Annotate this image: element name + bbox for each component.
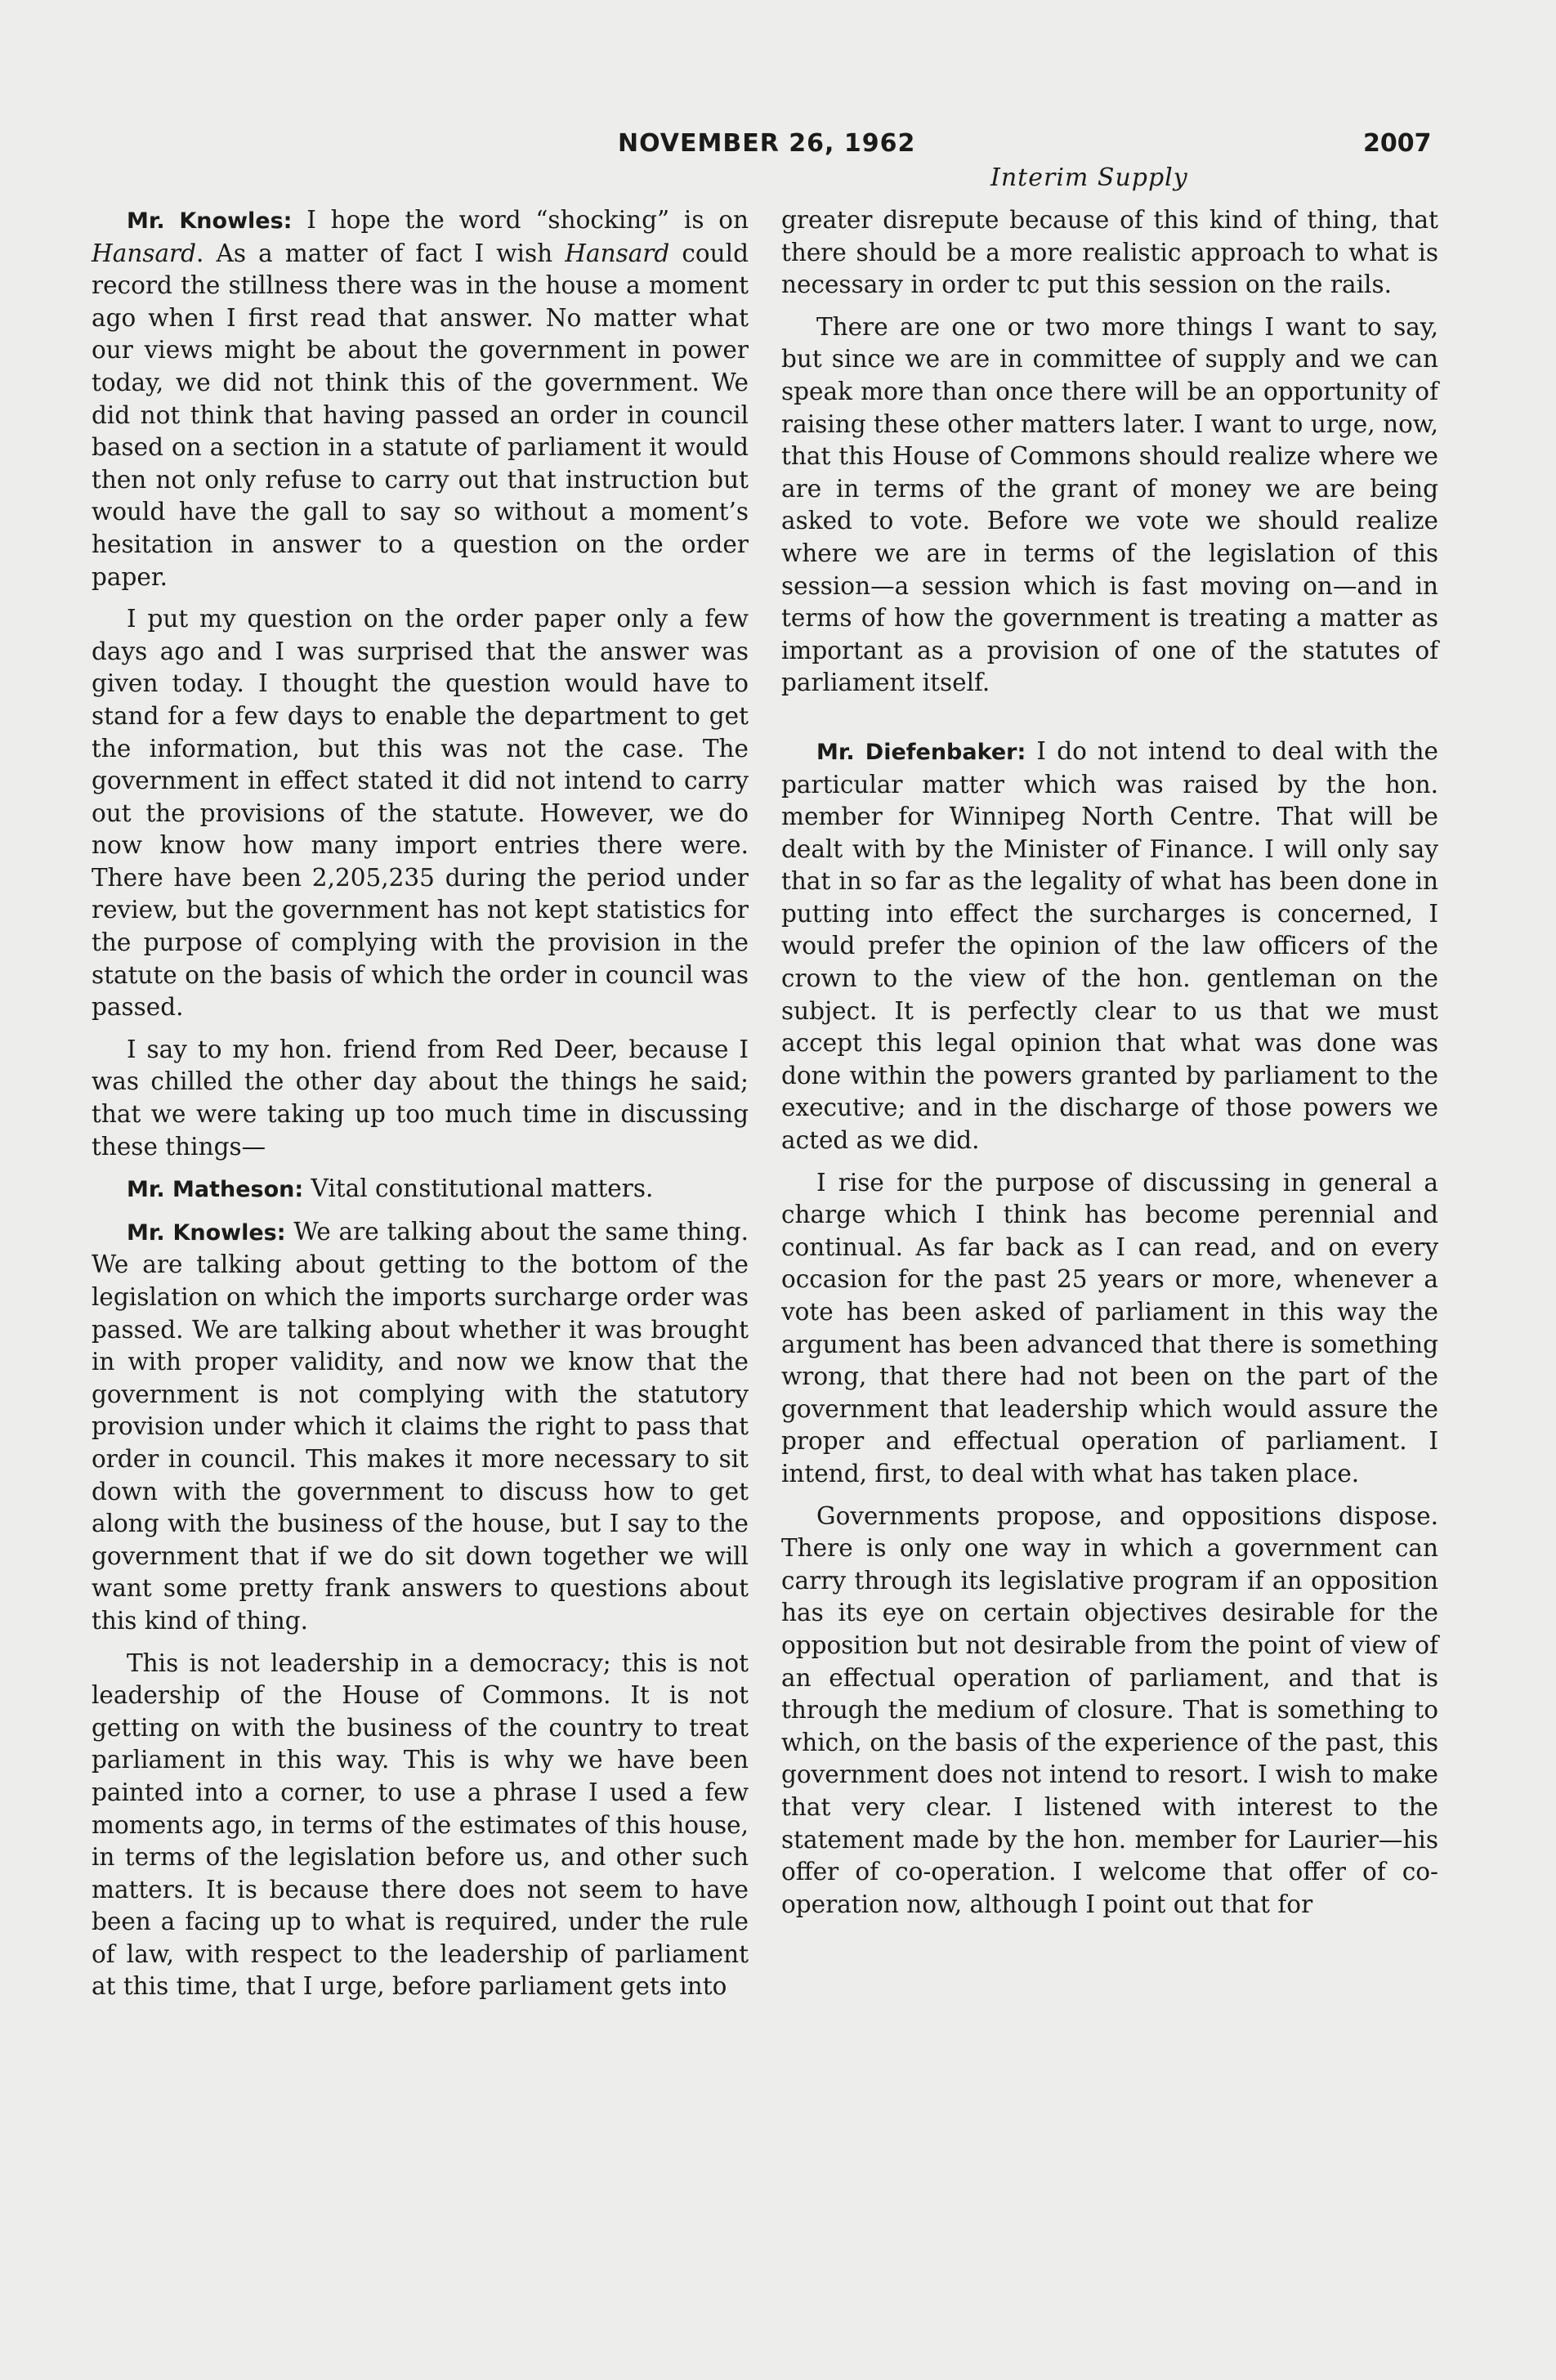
paragraph: I say to my hon. friend from Red Deer, because I was chilled the other day about the things he said; that we were taking up too much time in discussing these things— xyxy=(92,1035,749,1161)
speaker-name: Mr. Knowles: xyxy=(127,208,293,234)
paragraph: Mr. Diefenbaker: I do not intend to deal with the particular matter which was raised by the hon. member for Winnipeg North Centre. That will be dealt with by the Minister of Finance. I will only say that in so far as the legality of what has been done in putting into effect the surcharges is concerned, I would prefer the opinion of the law officers of the crown to the view of the hon. gentleman on the subject. It is perfectly clear to us that we must accept this legal opinion that what was done was done within the powers granted by parliament to the executive; and in the discharge of those powers we acted as we did. xyxy=(781,736,1438,1155)
left-column xyxy=(92,204,749,2013)
page-date: NOVEMBER 26, 1962 xyxy=(618,129,916,158)
page-header xyxy=(0,129,1556,170)
paragraph: Mr. Knowles: We are talking about the same thing. We are talking about getting to the bottom of the legislation on which the imports surcharge order was passed. We are talking about whether it was brought in with proper validity, and now we know that the government is not complying with the statutory provision under which it claims the right to pass that order in council. This makes it more necessary to sit down with the government to discuss how to get along with the business of the house, but I say to the government that if we do sit down together we will want some pretty frank answers to questions about this kind of thing. xyxy=(92,1217,749,1635)
running-head: Interim Supply xyxy=(990,163,1188,192)
right-column xyxy=(781,204,1438,1930)
paragraph: Governments propose, and oppositions dispose. There is only one way in which a government can carry through its legislative program if an opposition has its eye on certain objectives desirable for the opposition but not desirable from the point of view of an effectual operation of parliament, and that is through the medium of closure. That is something to which, on the basis of the experience of the past, this government does not intend to resort. I wish to make that very clear. I listened with interest to the statement made by the hon. member for Laurier—his offer of co-operation. I welcome that offer of co-operation now, although I point out that for xyxy=(781,1501,1438,1918)
page-number: 2007 xyxy=(1363,129,1432,158)
paragraph: I rise for the purpose of discussing in general a charge which I think has become perennial and continual. As far back as I can read, and on every occasion for the past 25 years or more, whenever a vote has been asked of parliament in this way the argument has been advanced that there is something wrong, that there had not been on the part of the government that leadership which would assure the proper and effectual operation of parliament. I intend, first, to deal with what has taken place. xyxy=(781,1168,1438,1488)
paragraph: greater disrepute because of this kind of thing, that there should be a more realistic approach to what is necessary in order tc put this session on the rails. xyxy=(781,206,1438,299)
speaker-name: Mr. Matheson: xyxy=(127,1177,304,1203)
paragraph: There are one or two more things I want to say, but since we are in committee of supply and we can speak more than once there will be an opportunity of raising these other matters later. I want to urge, now, that this House of Commons should realize where we are in terms of the grant of money we are being asked to vote. Before we vote we should realize where we are in terms of the legislation of this session—a session which is fast moving on—and in terms of how the government is treating a matter as important as a provision of one of the statutes of parliament itself. xyxy=(781,312,1438,697)
paragraph: This is not leadership in a democracy; this is not leadership of the House of Commons. It is not getting on with the business of the country to treat parliament in this way. This is why we have been painted into a corner, to use a phrase I used a few moments ago, in terms of the estimates of this house, in terms of the legislation before us, and other such matters. It is because there does not seem to have been a facing up to what is required, under the rule of law, with respect to the leadership of parliament at this time, that I urge, before parliament gets into xyxy=(92,1649,749,2001)
paragraph: I put my question on the order paper only a few days ago and I was surprised that the answer was given today. I thought the question would have to stand for a few days to enable the department to get the information, but this was not the case. The government in effect stated it did not intend to carry out the provisions of the statute. However, we do now know how many import entries there were. There have been 2,205,235 during the period under review, but the government has not kept statistics for the purpose of complying with the provision in the statute on the basis of which the order in council was passed. xyxy=(92,605,749,1022)
paragraph: Mr. Matheson: Vital constitutional matters. xyxy=(127,1174,654,1203)
speaker-name: Mr. Diefenbaker: xyxy=(816,739,1026,765)
paragraph: Mr. Knowles: I hope the word “shocking” is on Hansard. As a matter of fact I wish Hansard could record the stillness there was in the house a moment ago when I first read that answer. No matter what our views might be about the government in power today, we did not think this of the government. We did not think that having passed an order in council based on a section in a statute of parliament it would then not only refuse to carry out that instruction but would have the gall to say so without a moment’s hesitation in answer to a question on the order paper. xyxy=(92,206,749,591)
speaker-name: Mr. Knowles: xyxy=(127,1219,286,1246)
